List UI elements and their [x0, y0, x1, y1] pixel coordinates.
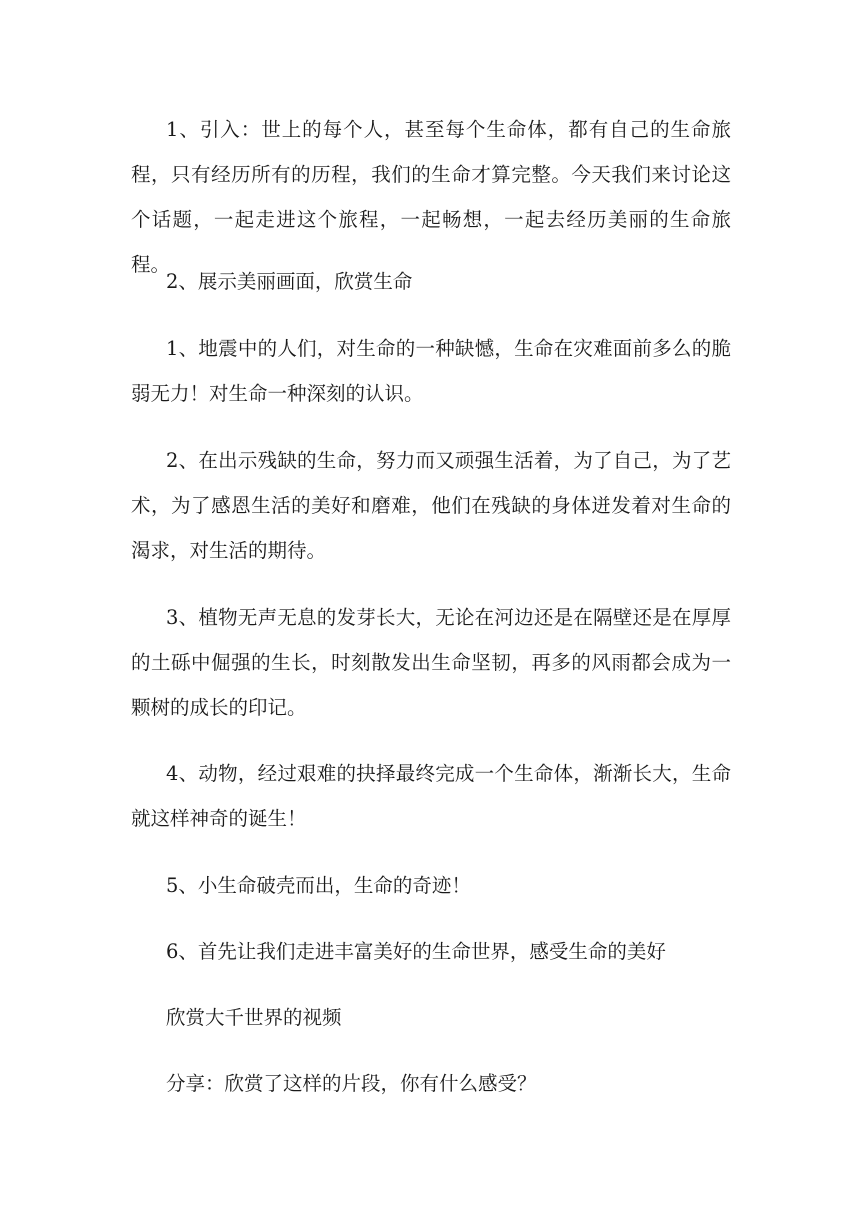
paragraph-plants: 3、植物无声无息的发芽长大，无论在河边还是在隔壁还是在厚厚的土砾中倔强的生长，时刻散发出生命坚韧，再多的风雨都会成为一颗树的成长的印记。 [131, 606, 731, 719]
paragraph-hatching: 5、小生命破壳而出，生命的奇迹！ [166, 874, 471, 897]
paragraph-share: 分享：欣赏了这样的片段，你有什么感受？ [166, 1072, 537, 1095]
paragraph-animals: 4、动物，经过艰难的抉择最终完成一个生命体，渐渐长大，生命就这样神奇的诞生！ [131, 762, 731, 830]
paragraph-enter-world: 6、首先让我们走进丰富美好的生命世界，感受生命的美好 [166, 940, 666, 963]
paragraph-watch-video: 欣赏大千世界的视频 [166, 1006, 342, 1029]
paragraph-show-pictures: 2、展示美丽画面，欣赏生命 [166, 270, 413, 293]
paragraph-intro: 1、引入：世上的每个人，甚至每个生命体，都有自己的生命旅程，只有经历所有的历程，我们的生命才算完整。今天我们来讨论这个话题，一起走进这个旅程，一起畅想，一起去经历美丽的生命旅程。 [131, 118, 731, 276]
paragraph-disabled-life: 2、在出示残缺的生命，努力而又顽强生活着，为了自己，为了艺术，为了感恩生活的美好和磨难，他们在残缺的身体迸发着对生命的渴求，对生活的期待。 [131, 449, 731, 562]
paragraph-earthquake: 1、地震中的人们，对生命的一种缺憾，生命在灾难面前多么的脆弱无力！对生命一种深刻的认识。 [131, 337, 731, 405]
